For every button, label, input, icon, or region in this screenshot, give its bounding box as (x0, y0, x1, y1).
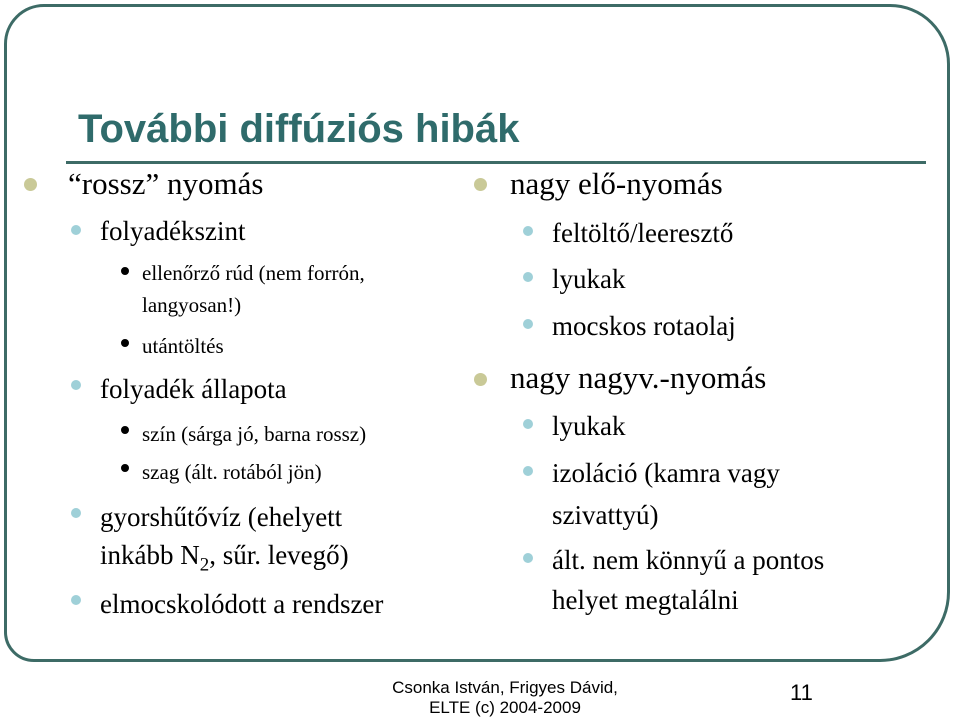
bullet-izolacio-cont: szivattyú) (552, 500, 659, 530)
bullet-lyukak: lyukak (552, 264, 626, 294)
bullet-folyadek-allapota: folyadék állapota (100, 374, 287, 404)
slide-title: További diffúziós hibák (78, 107, 520, 151)
bullet-icon (523, 553, 533, 563)
bullet-feltolto: feltöltő/leeresztő (552, 218, 734, 248)
bullet-rossz-nyomas: “rossz” nyomás (68, 166, 264, 201)
page-number: 11 (790, 680, 813, 705)
bullet-alt-nem-konnyu: ált. nem könnyű a pontos (552, 545, 825, 575)
bullet-icon (121, 464, 129, 472)
bullet-icon (523, 466, 533, 476)
footer-credits (360, 678, 650, 718)
bullet-ellenorzo-rud: ellenőrző rúd (nem forrón, (142, 261, 365, 285)
footer-copyright: ELTE (c) 2004-2009 (429, 698, 581, 717)
bullet-icon (121, 426, 129, 434)
bullet-lyukak-2: lyukak (552, 411, 626, 441)
bullet-elmocskolodott: elmocskolódott a rendszer (100, 589, 384, 619)
bullet-izolacio: izoláció (kamra vagy (552, 458, 780, 488)
bullet-icon (523, 419, 533, 429)
bullet-alt-nem-konnyu-cont: helyet megtalálni (552, 585, 739, 615)
text: inkább N (100, 540, 200, 570)
bullet-icon (474, 373, 487, 386)
bullet-gyorshutoviz: gyorshűtővíz (ehelyett (100, 502, 343, 532)
footer-authors: Csonka István, Frigyes Dávid, (392, 678, 618, 697)
bullet-szin: szín (sárga jó, barna rossz) (142, 422, 367, 446)
bullet-nagy-elo-nyomas: nagy elő-nyomás (510, 166, 723, 201)
bullet-ellenorzo-rud-cont: langyosan!) (142, 293, 242, 317)
bullet-icon (523, 272, 533, 282)
bullet-szag: szag (ált. rotából jön) (142, 460, 322, 484)
bullet-gyorshutoviz-cont (100, 542, 349, 575)
bullet-icon (71, 380, 81, 390)
bullet-utantoltes: utántöltés (142, 334, 224, 358)
bullet-folyadekszint: folyadékszint (100, 216, 246, 246)
text: , sűr. levegő) (209, 540, 349, 570)
bullet-icon (523, 226, 533, 236)
title-divider (66, 161, 926, 164)
subscript: 2 (199, 554, 210, 576)
bullet-icon (24, 178, 37, 191)
bullet-icon (121, 267, 129, 275)
bullet-icon (474, 178, 487, 191)
bullet-nagy-nagyv-nyomas: nagy nagyv.-nyomás (510, 360, 767, 395)
bullet-icon (121, 339, 129, 347)
bullet-icon (71, 225, 81, 235)
bullet-icon (71, 595, 81, 605)
bullet-icon (523, 319, 533, 329)
bullet-icon (71, 508, 81, 518)
bullet-mocskos-rotaolaj: mocskos rotaolaj (552, 311, 736, 341)
